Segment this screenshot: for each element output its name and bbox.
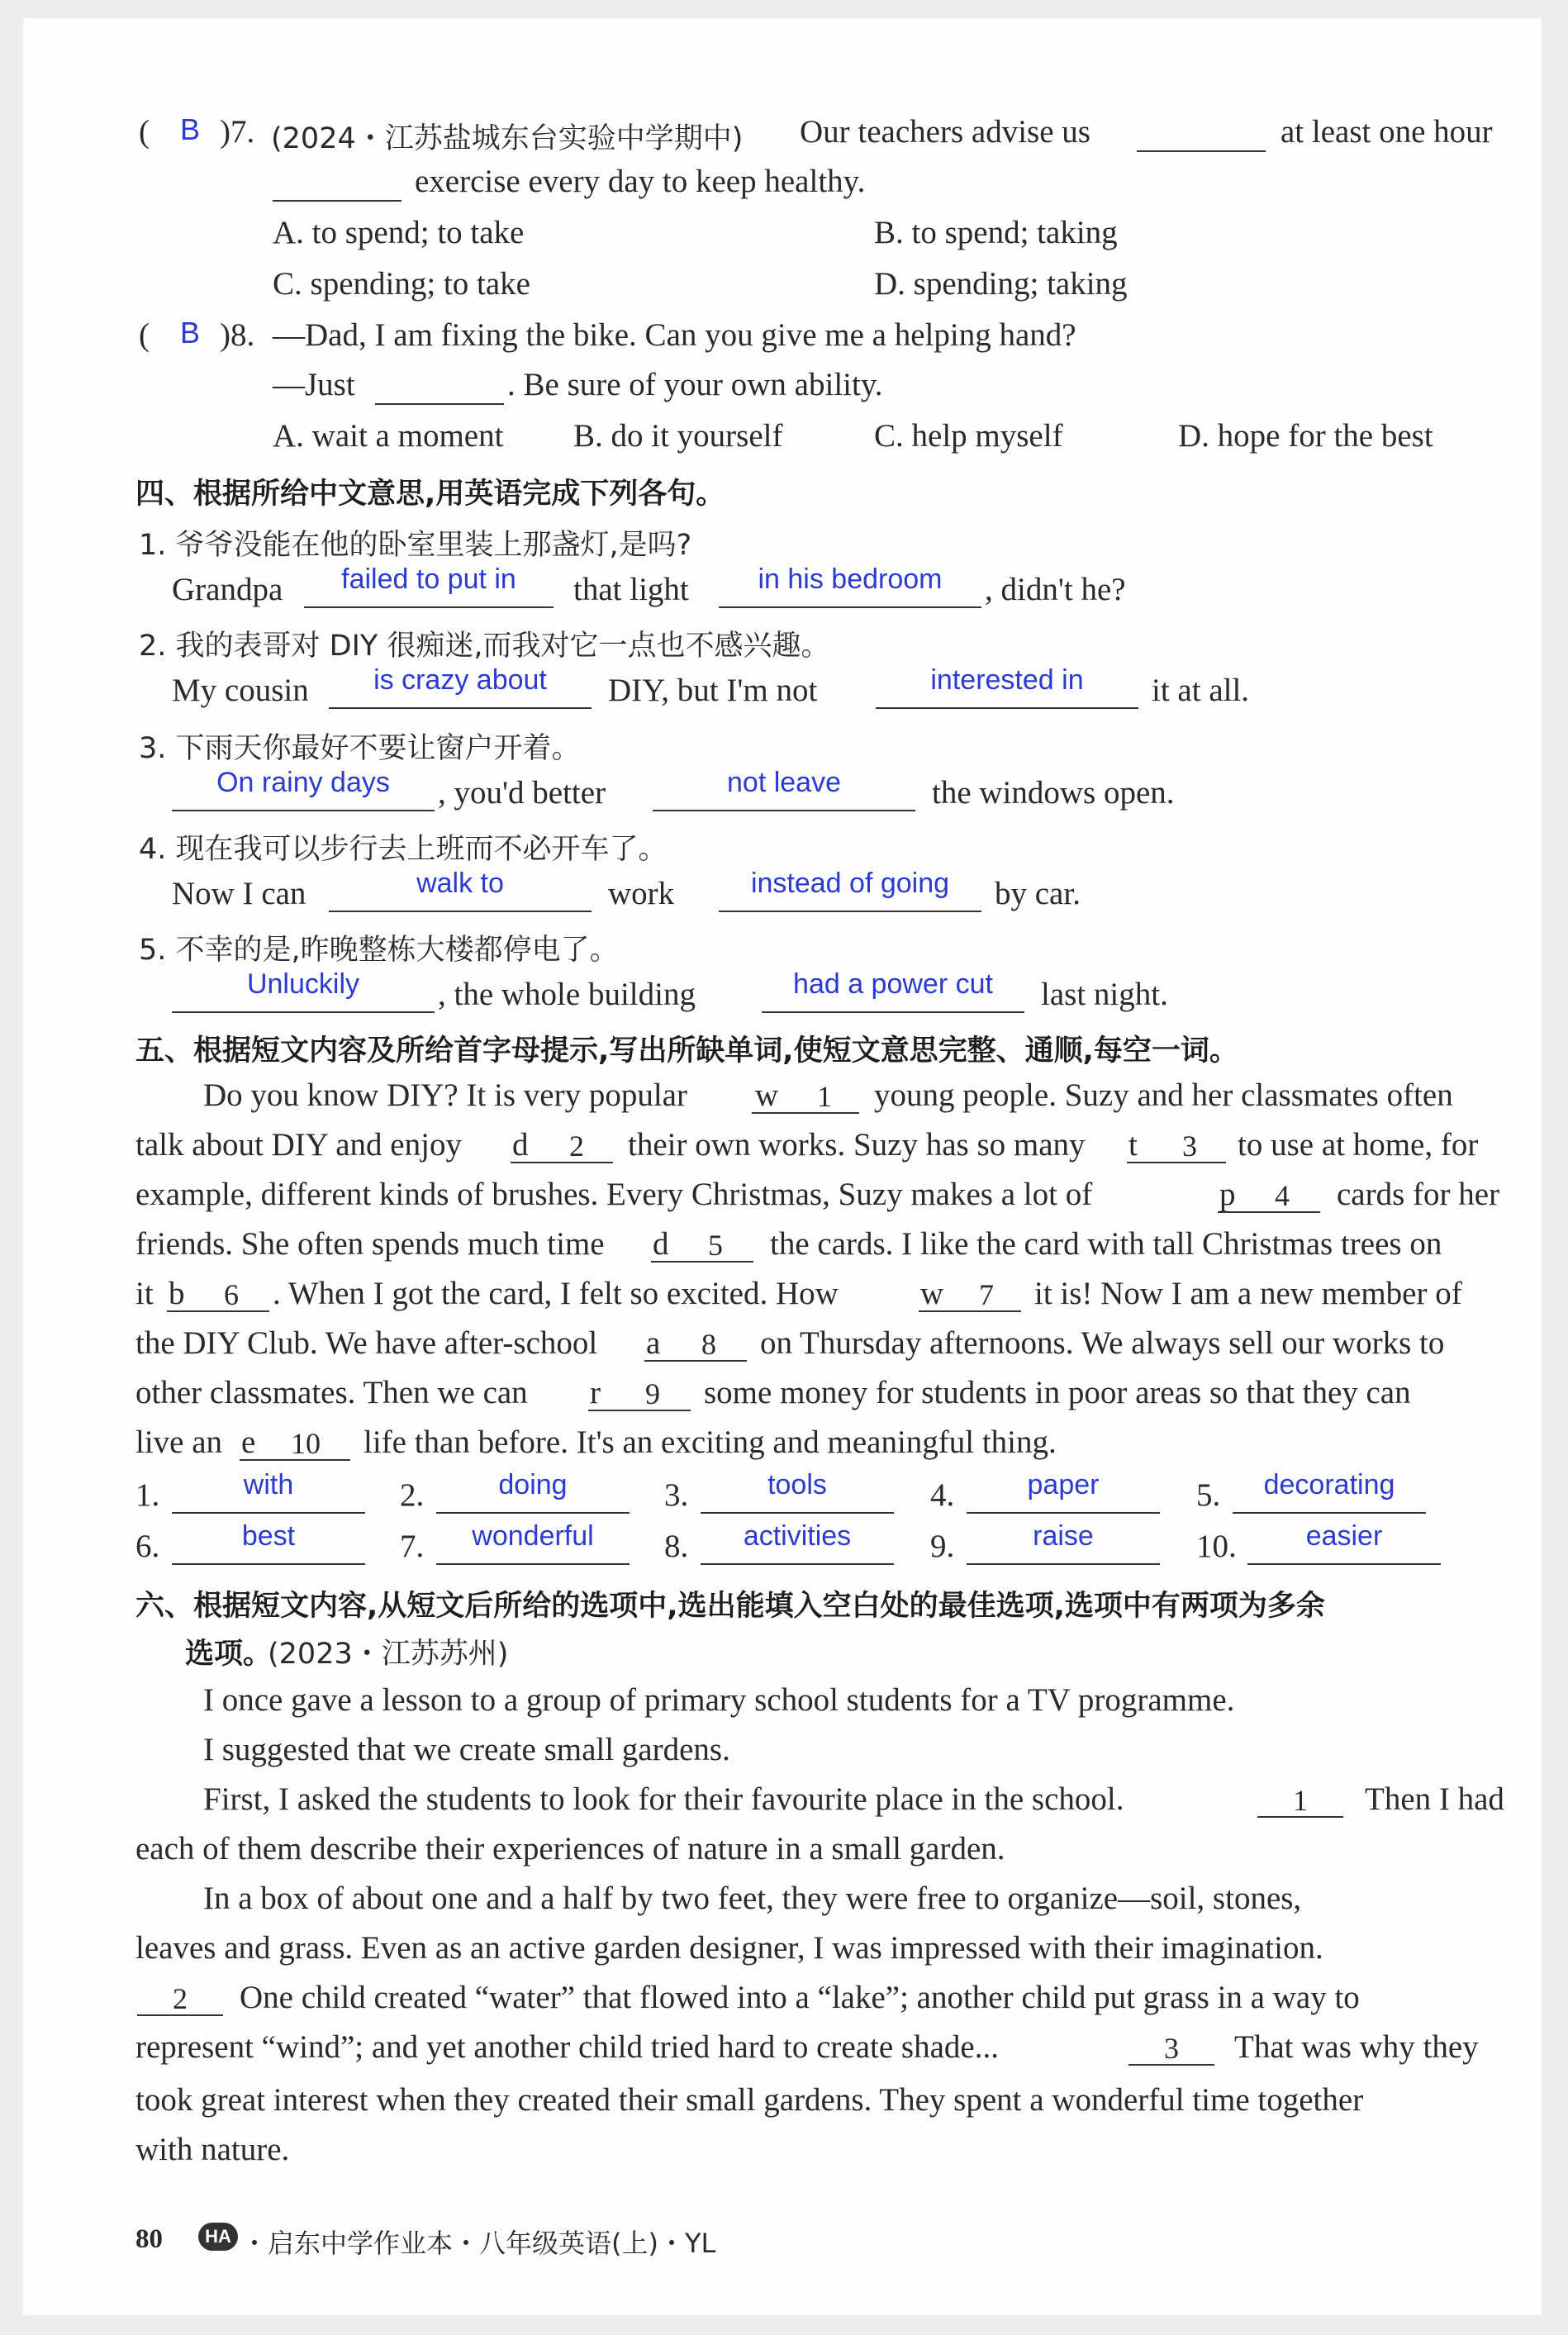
- s5-answer9-line: [967, 1563, 1160, 1565]
- s5-answer5-line: [1233, 1512, 1426, 1514]
- s4-item5-blank1: [172, 1011, 435, 1013]
- s5-blank4-number: 4: [1275, 1179, 1290, 1212]
- s6-para4-f: took great interest when they created their small gardens. They spent a wonderful time together: [135, 2082, 1364, 2118]
- s4-item1-blank1: [304, 606, 554, 608]
- s5-answer10-line: [1247, 1563, 1441, 1565]
- s6-para4-e: That was why they: [1234, 2029, 1479, 2065]
- s4-item4-blank1: [329, 911, 592, 912]
- s5-line2-b: their own works. Suzy has so many: [628, 1127, 1086, 1163]
- s5-blank3-number: 3: [1182, 1129, 1197, 1163]
- s4-item2-answer2: interested in: [930, 664, 1084, 696]
- s4-item4-blank2: [719, 911, 981, 912]
- q7-option-a: A. to spend; to take: [273, 215, 525, 250]
- s5-answer7-number: 7.: [400, 1529, 425, 1564]
- q8-option-b: B. do it yourself: [573, 418, 783, 454]
- s5-answer6-number: 6.: [135, 1529, 160, 1564]
- q8-answer: B: [180, 316, 201, 350]
- s4-item2-blank1: [329, 707, 592, 709]
- s4-item3-part3: the windows open.: [932, 775, 1175, 811]
- s5-blank9-letter: r: [590, 1375, 601, 1410]
- s5-blank8-letter: a: [646, 1325, 661, 1361]
- s4-item4-answer2: instead of going: [750, 868, 950, 899]
- s5-blank5-letter: d: [653, 1226, 669, 1262]
- s5-blank4-letter: p: [1219, 1177, 1236, 1212]
- s4-item3-answer1: On rainy days: [216, 767, 390, 798]
- s5-blank8-number: 8: [701, 1328, 716, 1361]
- s5-blank7-number: 7: [979, 1278, 994, 1311]
- s5-blank9-number: 9: [645, 1377, 660, 1410]
- page-number: 80: [135, 2224, 163, 2254]
- q8-paren-open: (: [139, 317, 150, 353]
- s5-blank7-letter: w: [920, 1276, 944, 1311]
- s5-line3-a: example, different kinds of brushes. Every Christmas, Suzy makes a lot of: [135, 1177, 1093, 1212]
- s6-blank1-number: 1: [1293, 1784, 1308, 1817]
- s5-line6-b: on Thursday afternoons. We always sell our works to: [760, 1325, 1445, 1361]
- s5-answer1-number: 1.: [135, 1477, 160, 1513]
- q8-line2-a: —Just: [273, 367, 355, 402]
- footer-title: ・启东中学作业本・八年级英语(上)・YL: [241, 2228, 716, 2259]
- q7-option-b: B. to spend; taking: [874, 215, 1118, 250]
- s4-item3-blank2: [653, 810, 915, 811]
- s5-answer9-number: 9.: [930, 1529, 955, 1564]
- s5-blank10-number: 10: [291, 1427, 321, 1460]
- s5-line4-a: friends. She often spends much time: [135, 1226, 605, 1262]
- q7-paren-open: (: [139, 114, 150, 150]
- s4-item1-answer1: failed to put in: [341, 564, 516, 595]
- s5-answer2-number: 2.: [400, 1477, 425, 1513]
- s5-blank1-letter: w: [755, 1077, 779, 1113]
- s5-answer8-number: 8.: [664, 1529, 689, 1564]
- s5-answer1-line: [172, 1512, 365, 1514]
- s5-blank6-number: 6: [224, 1278, 239, 1311]
- s5-line2-c: to use at home, for: [1238, 1127, 1479, 1163]
- s4-item1-part1: Grandpa: [172, 572, 283, 607]
- q7-number: )7.: [220, 114, 255, 150]
- s5-answer10-number: 10.: [1196, 1529, 1237, 1564]
- s4-item3-blank1: [172, 810, 435, 811]
- s6-para4-b: leaves and grass. Even as an active garden designer, I was impressed with their imagination.: [135, 1930, 1323, 1966]
- s5-line5-b: . When I got the card, I felt so excited. How: [273, 1276, 839, 1311]
- s4-item4-answer1: walk to: [416, 868, 504, 899]
- s5-line8-a: live an: [135, 1424, 223, 1460]
- section5-title: 五、根据短文内容及所给首字母提示,写出所缺单词,使短文意思完整、通顺,每空一词。: [135, 1034, 1238, 1068]
- s4-item1-chinese: 1. 爷爷没能在他的卧室里装上那盏灯,是吗?: [139, 529, 692, 562]
- q7-blank-2: [273, 200, 402, 202]
- s4-item2-answer1: is crazy about: [373, 664, 547, 696]
- s6-para2: I suggested that we create small gardens.: [203, 1732, 730, 1767]
- s5-line5-c: it is! Now I am a new member of: [1034, 1276, 1462, 1311]
- s5-answer8-text: activities: [743, 1520, 852, 1552]
- s5-line5-a: it: [135, 1276, 154, 1311]
- s4-item2-blank2: [876, 707, 1138, 709]
- s4-item4-part1: Now I can: [172, 876, 306, 911]
- s5-blank5-number: 5: [708, 1229, 723, 1262]
- s5-line8-b: life than before. It's an exciting and meaningful thing.: [363, 1424, 1057, 1460]
- s5-answer4-line: [967, 1512, 1160, 1514]
- s4-item5-part2: , the whole building: [438, 977, 696, 1012]
- s6-para1: I once gave a lesson to a group of primary school students for a TV programme.: [203, 1682, 1235, 1718]
- s5-answer4-text: paper: [1027, 1469, 1100, 1500]
- s5-answer10-text: easier: [1305, 1520, 1383, 1552]
- q7-option-c: C. spending; to take: [273, 266, 530, 302]
- q8-line2-b: . Be sure of your own ability.: [507, 367, 883, 402]
- s5-answer3-line: [701, 1512, 894, 1514]
- s5-answer3-text: tools: [767, 1469, 827, 1500]
- s4-item2-part2: DIY, but I'm not: [608, 673, 818, 708]
- section6-title-cont: 选项。: [185, 1638, 273, 1671]
- s4-item5-part3: last night.: [1041, 977, 1168, 1012]
- s4-item3-chinese: 3. 下雨天你最好不要让窗户开着。: [139, 732, 581, 765]
- q8-option-d: D. hope for the best: [1178, 418, 1433, 454]
- q7-blank-1: [1137, 150, 1266, 152]
- section6-title: 六、根据短文内容,从短文后所给的选项中,选出能填入空白处的最佳选项,选项中有两项为多余: [135, 1590, 1325, 1623]
- s5-answer1-text: with: [243, 1469, 294, 1500]
- s5-answer2-line: [436, 1512, 630, 1514]
- s4-item5-answer2: had a power cut: [793, 968, 993, 1000]
- s5-line1-b: young people. Suzy and her classmates often: [874, 1077, 1453, 1113]
- section4-title: 四、根据所给中文意思,用英语完成下列各句。: [135, 478, 725, 511]
- s4-item4-part3: by car.: [995, 876, 1081, 911]
- q8-blank: [375, 403, 504, 405]
- s5-answer6-text: best: [241, 1520, 296, 1552]
- s4-item1-part3: , didn't he?: [985, 572, 1126, 607]
- s6-para4-a: In a box of about one and a half by two feet, they were free to organize—soil, stones,: [203, 1881, 1302, 1916]
- s5-answer6-line: [172, 1563, 365, 1565]
- q7-stem-a: Our teachers advise us: [800, 114, 1090, 150]
- s4-item3-part2: , you'd better: [438, 775, 606, 811]
- s4-item5-answer1: Unluckily: [246, 968, 360, 1000]
- s6-para3-a: First, I asked the students to look for their favourite place in the school.: [203, 1781, 1124, 1817]
- s5-answer8-line: [701, 1563, 894, 1565]
- s4-item2-part1: My cousin: [172, 673, 309, 708]
- s5-line2-a: talk about DIY and enjoy: [135, 1127, 462, 1163]
- s5-blank3-letter: t: [1128, 1127, 1138, 1163]
- workbook-page: [23, 18, 1542, 2315]
- s5-line1-a: Do you know DIY? It is very popular: [203, 1077, 687, 1113]
- s5-line6-a: the DIY Club. We have after-school: [135, 1325, 598, 1361]
- s4-item4-part2: work: [608, 876, 675, 911]
- s5-answer7-text: wonderful: [472, 1520, 594, 1552]
- s6-para3-b: Then I had: [1365, 1781, 1504, 1817]
- q8-number: )8.: [220, 317, 255, 353]
- s4-item2-part3: it at all.: [1152, 673, 1250, 708]
- s5-blank2-number: 2: [569, 1129, 584, 1163]
- q7-answer: B: [180, 112, 201, 146]
- s4-item1-blank2: [719, 606, 981, 608]
- s6-blank3-number: 3: [1164, 2032, 1179, 2065]
- s6-para4-c: One child created “water” that flowed into a “lake”; another child put grass in a way to: [240, 1980, 1360, 2015]
- s4-item2-chinese: 2. 我的表哥对 DIY 很痴迷,而我对它一点也不感兴趣。: [139, 630, 830, 663]
- ha-badge: HA: [198, 2223, 238, 2251]
- s4-item1-answer2: in his bedroom: [758, 564, 943, 595]
- s5-line7-a: other classmates. Then we can: [135, 1375, 528, 1410]
- s5-line3-b: cards for her: [1337, 1177, 1500, 1212]
- s4-item5-blank2: [762, 1011, 1024, 1013]
- s6-para4-g: with nature.: [135, 2132, 290, 2167]
- s5-blank10-letter: e: [241, 1424, 256, 1460]
- q8-option-a: A. wait a moment: [273, 418, 504, 454]
- s4-item3-answer2: not leave: [727, 767, 841, 798]
- s5-blank1-number: 1: [817, 1080, 832, 1113]
- s5-line4-b: the cards. I like the card with tall Christmas trees on: [770, 1226, 1442, 1262]
- s5-answer2-text: doing: [498, 1469, 568, 1500]
- s6-para3-c: each of them describe their experiences of nature in a small garden.: [135, 1831, 1005, 1867]
- q7-stem-b: at least one hour: [1281, 114, 1493, 150]
- s5-answer5-text: decorating: [1263, 1469, 1395, 1500]
- s4-item5-chinese: 5. 不幸的是,昨晚整栋大楼都停电了。: [139, 934, 619, 967]
- s5-line7-b: some money for students in poor areas so that they can: [704, 1375, 1411, 1410]
- s6-blank2-number: 2: [173, 1982, 188, 2015]
- s5-answer9-text: raise: [1033, 1520, 1094, 1552]
- s5-answer5-number: 5.: [1196, 1477, 1221, 1513]
- q8-option-c: C. help myself: [874, 418, 1063, 454]
- s6-para4-d: represent “wind”; and yet another child tried hard to create shade...: [135, 2029, 999, 2065]
- s5-blank6-letter: b: [169, 1276, 185, 1311]
- section6-source: (2023・江苏苏州): [268, 1638, 509, 1671]
- s4-item4-chinese: 4. 现在我可以步行去上班而不必开车了。: [139, 833, 668, 866]
- s5-answer4-number: 4.: [930, 1477, 955, 1513]
- s5-blank2-letter: d: [512, 1127, 529, 1163]
- q8-line1: —Dad, I am fixing the bike. Can you give me a helping hand?: [273, 317, 1076, 353]
- s5-answer3-number: 3.: [664, 1477, 689, 1513]
- q7-stem-c: exercise every day to keep healthy.: [415, 164, 866, 199]
- s4-item1-part2: that light: [573, 572, 689, 607]
- q7-source: (2024・江苏盐城东台实验中学期中): [271, 122, 744, 155]
- s5-answer7-line: [436, 1563, 630, 1565]
- q7-option-d: D. spending; taking: [874, 266, 1128, 302]
